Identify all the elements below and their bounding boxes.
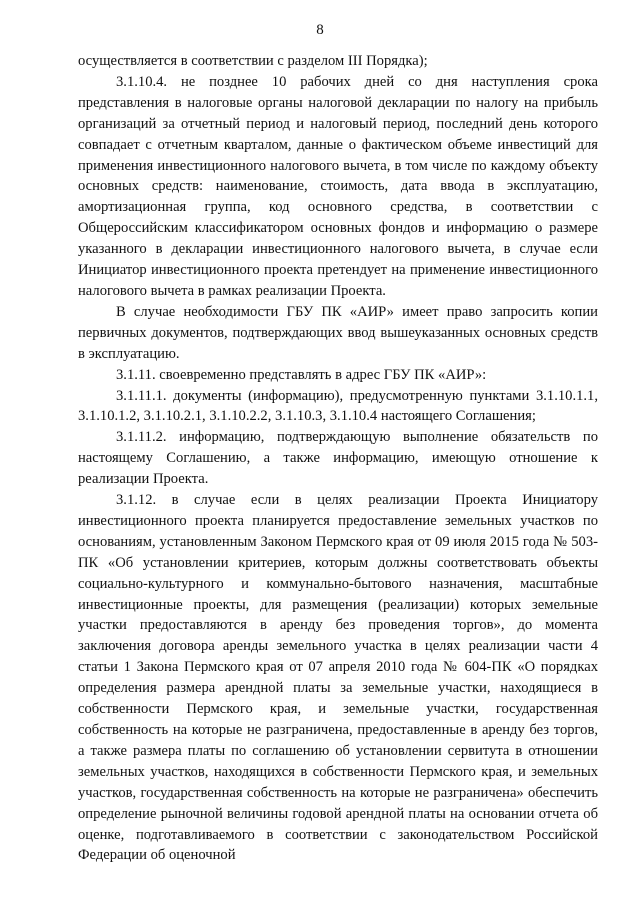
paragraph-5: 3.1.11.1. документы (информацию), предусмотренную пунктами 3.1.10.1.1, 3.1.10.1.2, 3.1.10.2.1, 3.1.10.2.2, 3.1.10.3, 3.1.10.4 настоящего Соглашения; (78, 387, 598, 425)
paragraph-4: 3.1.11. своевременно представлять в адрес ГБУ ПК «АИР»: (116, 366, 487, 383)
page-number: 8 (316, 22, 324, 38)
paragraph-6: 3.1.11.2. информацию, подтверждающую выполнение обязательств по настоящему Соглашению, а также информацию, имеющую отношение к реализации Проекта. (78, 429, 598, 488)
paragraph-7: 3.1.12. в случае если в целях реализации Проекта Инициатору инвестиционного проекта планируется предоставление земельных участков по основаниям, установленным Законом Пермского края от 09 июля 2015 года № 503-ПК «Об установлении критериев, которым должны соответствовать объекты социально-культурного и коммунально-бытового назначения, масштабные инвестиционные проекты, для размещения (реализации) которых земельные участки предоставляются в аренду без проведения торгов», до момента заключения договора аренды земельного участка в целях реализации части 4 статьи 1 Закона Пермского края от 07 апреля 2010 года № 604-ПК «О порядках определения размера арендной платы за земельные участки, находящиеся в собственности Пермского края, и земельные участки, государственная собственность на которые не разграничена, предоставленные в аренду без торгов, а также размера платы по соглашению об установлении сервитута в отношении земельных участков, находящихся в собственности Пермского края, и земельных участков, государственная собственность на которые не разграничена» обеспечить определение рыночной величины годовой арендной платы на основании отчета об оценке, подготавливаемого в соответствии с законодательством Российской Федерации об оценочной (78, 492, 598, 864)
paragraph-2: 3.1.10.4. не позднее 10 рабочих дней со дня наступления срока представления в налоговые органы налоговой декларации по налогу на прибыль организаций за отчетный период и налоговый период, последний день которого совпадает с отчетным кварталом, данные о фактическом объеме инвестиций для применения инвестиционного налогового вычета, в том числе по каждому объекту основных средств: наименование, стоимость, дата ввода в эксплуатацию, амортизационная группа, код основного средства, в соответствии с Общероссийским классификатором основных фондов и информацию о размере указанного в декларации инвестиционного налогового вычета, в случае если Инициатор инвестиционного проекта претендует на применение инвестиционного налогового вычета в рамках реализации Проекта. (78, 73, 598, 299)
paragraph-3: В случае необходимости ГБУ ПК «АИР» имеет право запросить копии первичных документов, подтверждающих ввод вышеуказанных основных средств в эксплуатацию. (78, 303, 598, 362)
document-body (78, 51, 598, 866)
paragraph-1: осуществляется в соответствии с разделом III Порядка); (78, 53, 428, 69)
